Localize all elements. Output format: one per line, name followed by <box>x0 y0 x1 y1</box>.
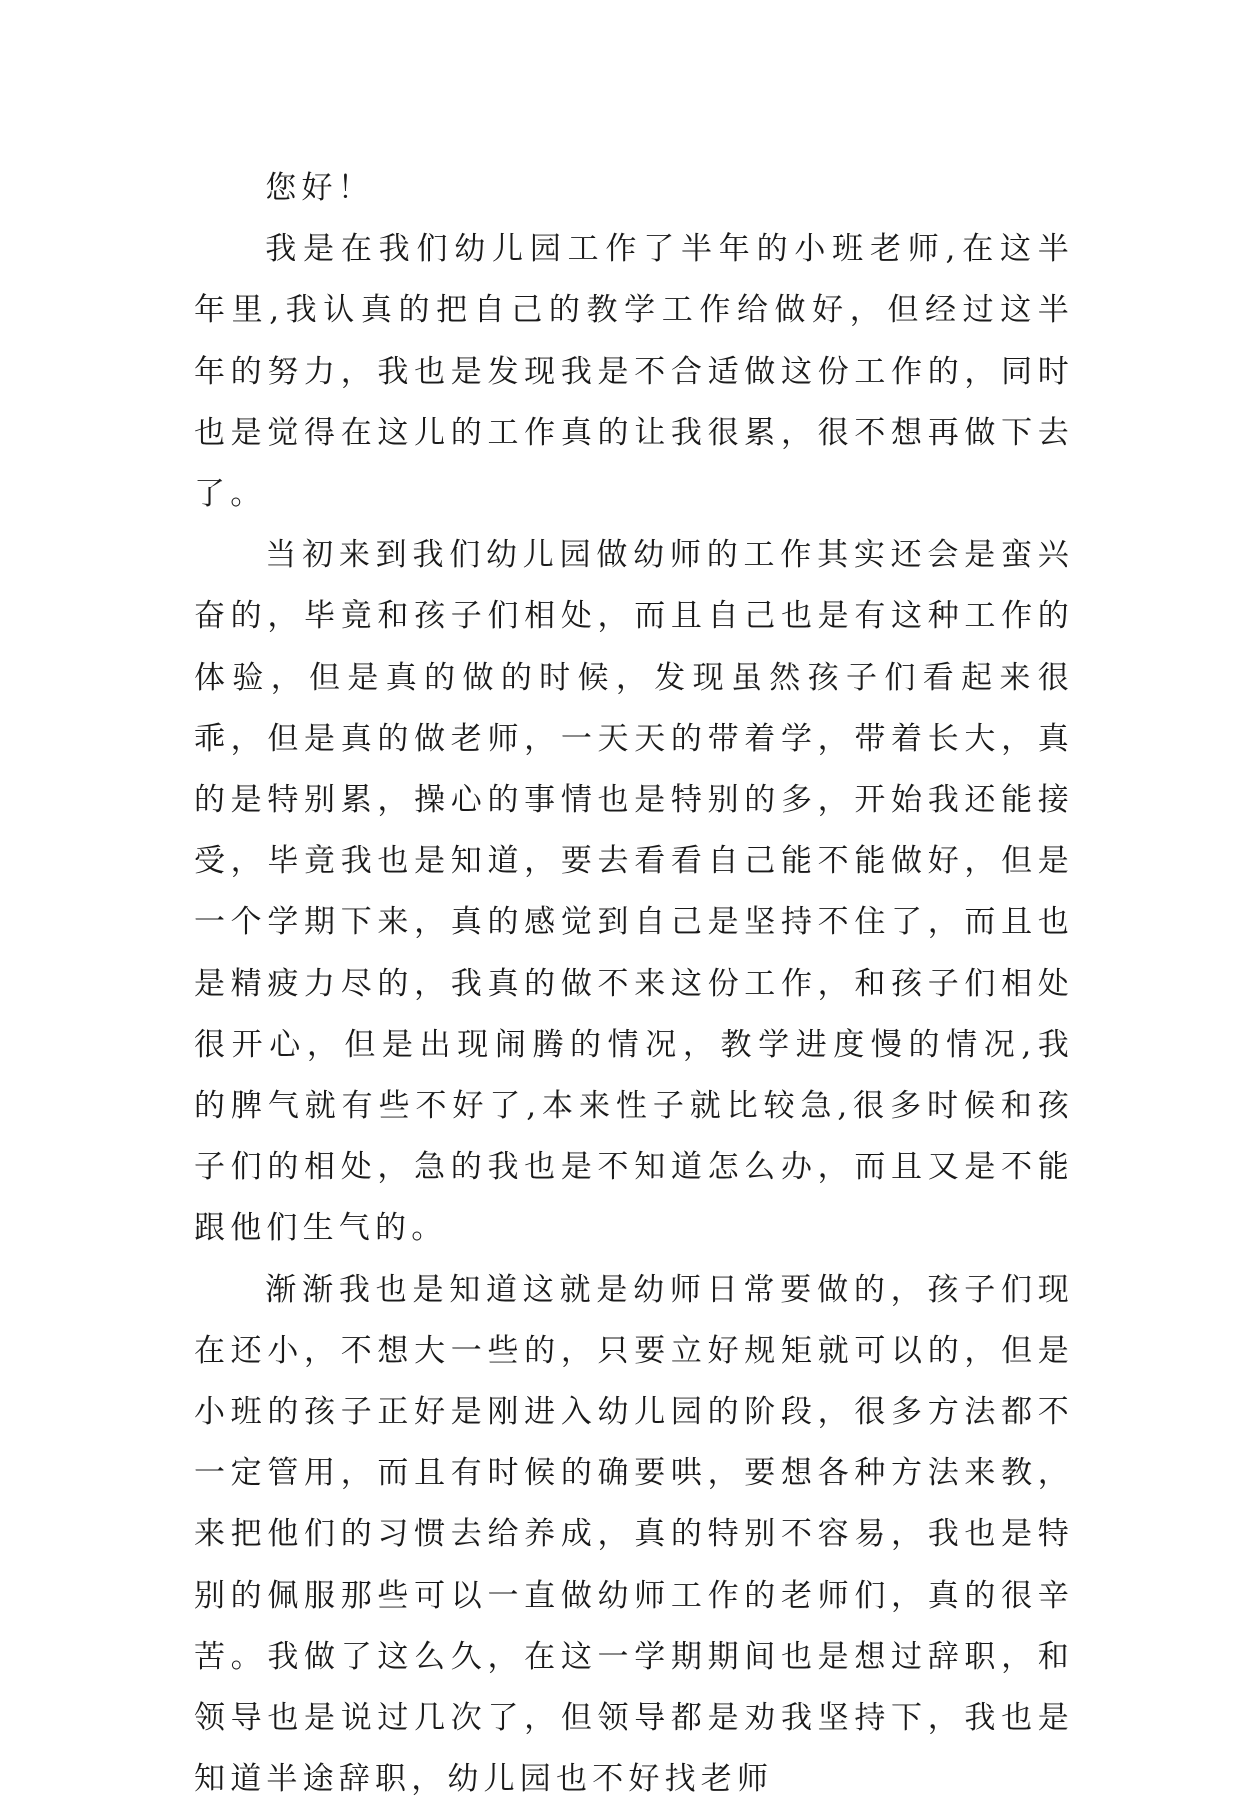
paragraph-2: 当初来到我们幼儿园做幼师的工作其实还会是蛮兴奋的，毕竟和孩子们相处，而且自己也是有这种工作的体验，但是真的做的时候，发现虽然孩子们看起来很乖，但是真的做老师，一天天的带着学，带着长大，真的是特别累，操心的事情也是特别的多，开始我还能接受，毕竟我也是知道，要去看看自己能不能做好，但是一个学期下来，真的感觉到自己是坚持不住了，而且也是精疲力尽的，我真的做不来这份工作，和孩子们相处很开心，但是出现闹腾的情况，教学进度慢的情况,我的脾气就有些不好了,本来性子就比较急,很多时候和孩子们的相处，急的我也是不知道怎么办，而且又是不能跟他们生气的。 <box>194 537 1074 1247</box>
paragraph-3: 渐渐我也是知道这就是幼师日常要做的，孩子们现在还小，不想大一些的，只要立好规矩就可以的，但是小班的孩子正好是刚进入幼儿园的阶段，很多方法都不一定管用，而且有时候的确要哄，要想各种方法来教，来把他们的习惯去给养成，真的特别不容易，我也是特别的佩服那些可以一直做幼师工作的老师们，真的很辛苦。我做了这么久，在这一学期期间也是想过辞职，和领导也是说过几次了，但领导都是劝我坚持下，我也是知道半途辞职，幼儿园也不好找老师 <box>194 1271 1074 1798</box>
paragraph-1: 我是在我们幼儿园工作了半年的小班老师,在这半年里,我认真的把自己的教学工作给做好，但经过这半年的努力，我也是发现我是不合适做这份工作的，同时也是觉得在这儿的工作真的让我很累，很不想再做下去了。 <box>194 231 1074 513</box>
letter-body <box>194 158 1074 1810</box>
greeting-line: 您好！ <box>265 170 374 206</box>
